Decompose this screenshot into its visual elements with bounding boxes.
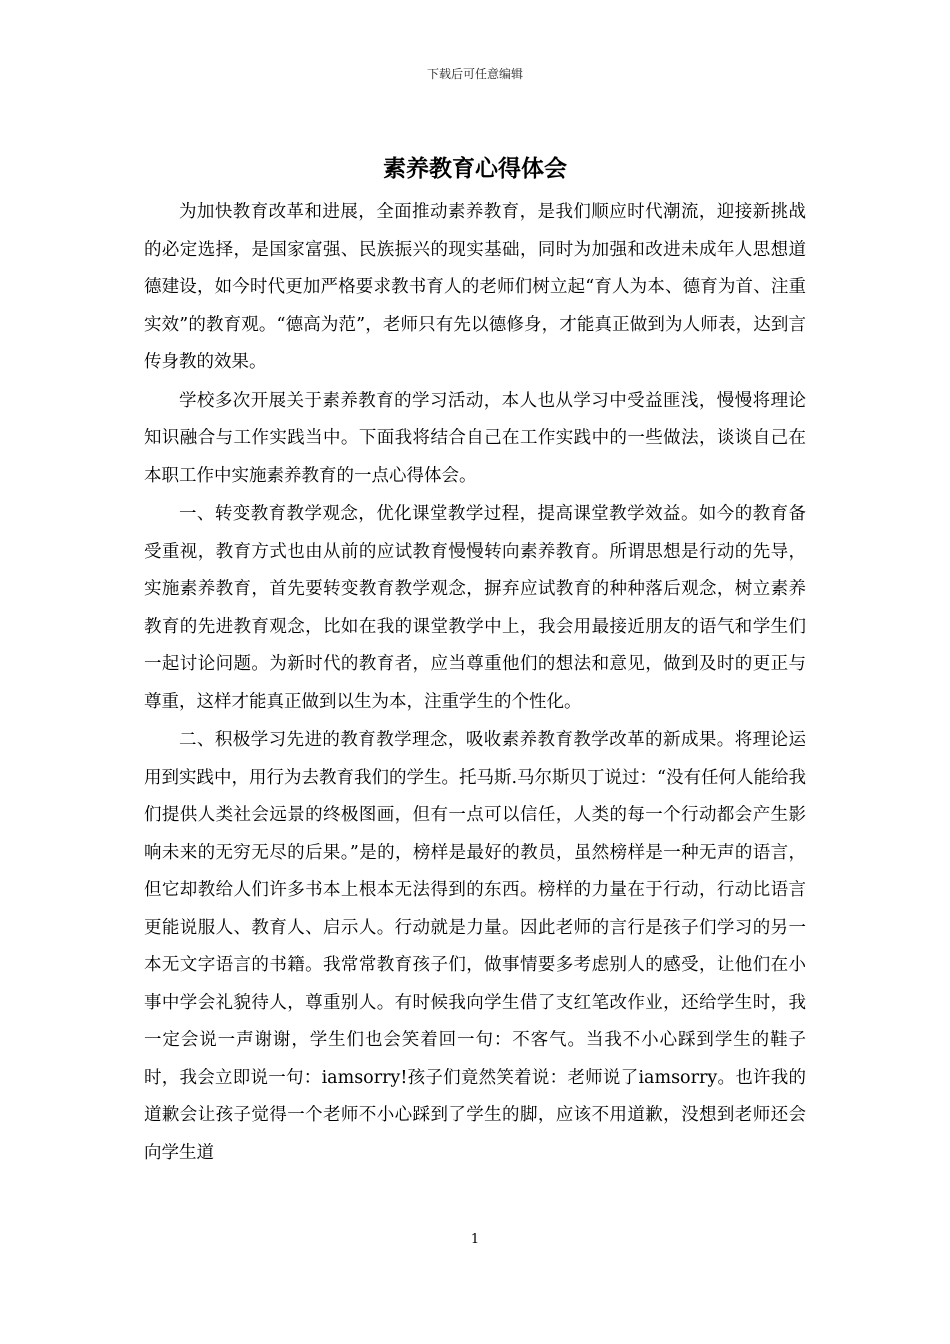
page-number: 1 <box>470 1232 480 1247</box>
paragraph-2: 学校多次开展关于素养教育的学习活动，本人也从学习中受益匪浅，慢慢将理论知识融合与工作实践当中。下面我将结合自己在工作实践中的一些做法，谈谈自己在本职工作中实施素养教育的一点心得体会。 <box>144 390 806 486</box>
paragraph-3: 一、转变教育教学观念，优化课堂教学过程，提高课堂教学效益。如今的教育备受重视，教育方式也由从前的应试教育慢慢转向素养教育。所谓思想是行动的先导，实施素养教育，首先要转变教育教学观念，摒弃应试教育的种种落后观念，树立素养教育的先进教育观念，比如在我的课堂教学中上，我会用最接近朋友的语气和学生们一起讨论问题。为新时代的教育者，应当尊重他们的想法和意见，做到及时的更正与尊重，这样才能真正做到以生为本，注重学生的个性化。 <box>144 504 806 712</box>
header-note: 下载后可任意编辑 <box>426 67 523 81</box>
paragraph-1: 为加快教育改革和进展，全面推动素养教育，是我们顺应时代潮流，迎接新挑战的必定选择，是国家富强、民族振兴的现实基础，同时为加强和改进未成年人思想道德建设，如今时代更加严格要求教书育人的老师们树立起“育人为本、德育为首、注重实效”的教育观。“德高为范”，老师只有先以德修身，才能真正做到为人师表，达到言传身教的效果。 <box>144 202 806 372</box>
paragraph-4: 二、积极学习先进的教育教学理念，吸收素养教育教学改革的新成果。将理论运用到实践中，用行为去教育我们的学生。托马斯.马尔斯贝丁说过：“没有任何人能给我们提供人类社会远景的终极图画，但有一点可以信任，人类的每一个行动都会产生影响未来的无穷无尽的后果。”是的，榜样是最好的教员，虽然榜样是一种无声的语言，但它却教给人们许多书本上根本无法得到的东西。榜样的力量在于行动，行动比语言更能说服人、教育人、启示人。行动就是力量。因此老师的言行是孩子们学习的另一本无文字语言的书籍。我常常教育孩子们，做事情要多考虑别人的感受，让他们在小事中学会礼貌待人，尊重别人。有时候我向学生借了支红笔改作业，还给学生时，我一定会说一声谢谢，学生们也会笑着回一句：不客气。当我不小心踩到学生的鞋子时，我会立即说一句：iamsorry!孩子们竟然笑着说：老师说了iamsorry。也许我的道歉会让孩子觉得一个老师不小心踩到了学生的脚，应该不用道歉，没想到老师还会向学生道 <box>144 730 807 1163</box>
document-body <box>144 194 806 1173</box>
document-title: 素养教育心得体会 <box>383 156 567 182</box>
